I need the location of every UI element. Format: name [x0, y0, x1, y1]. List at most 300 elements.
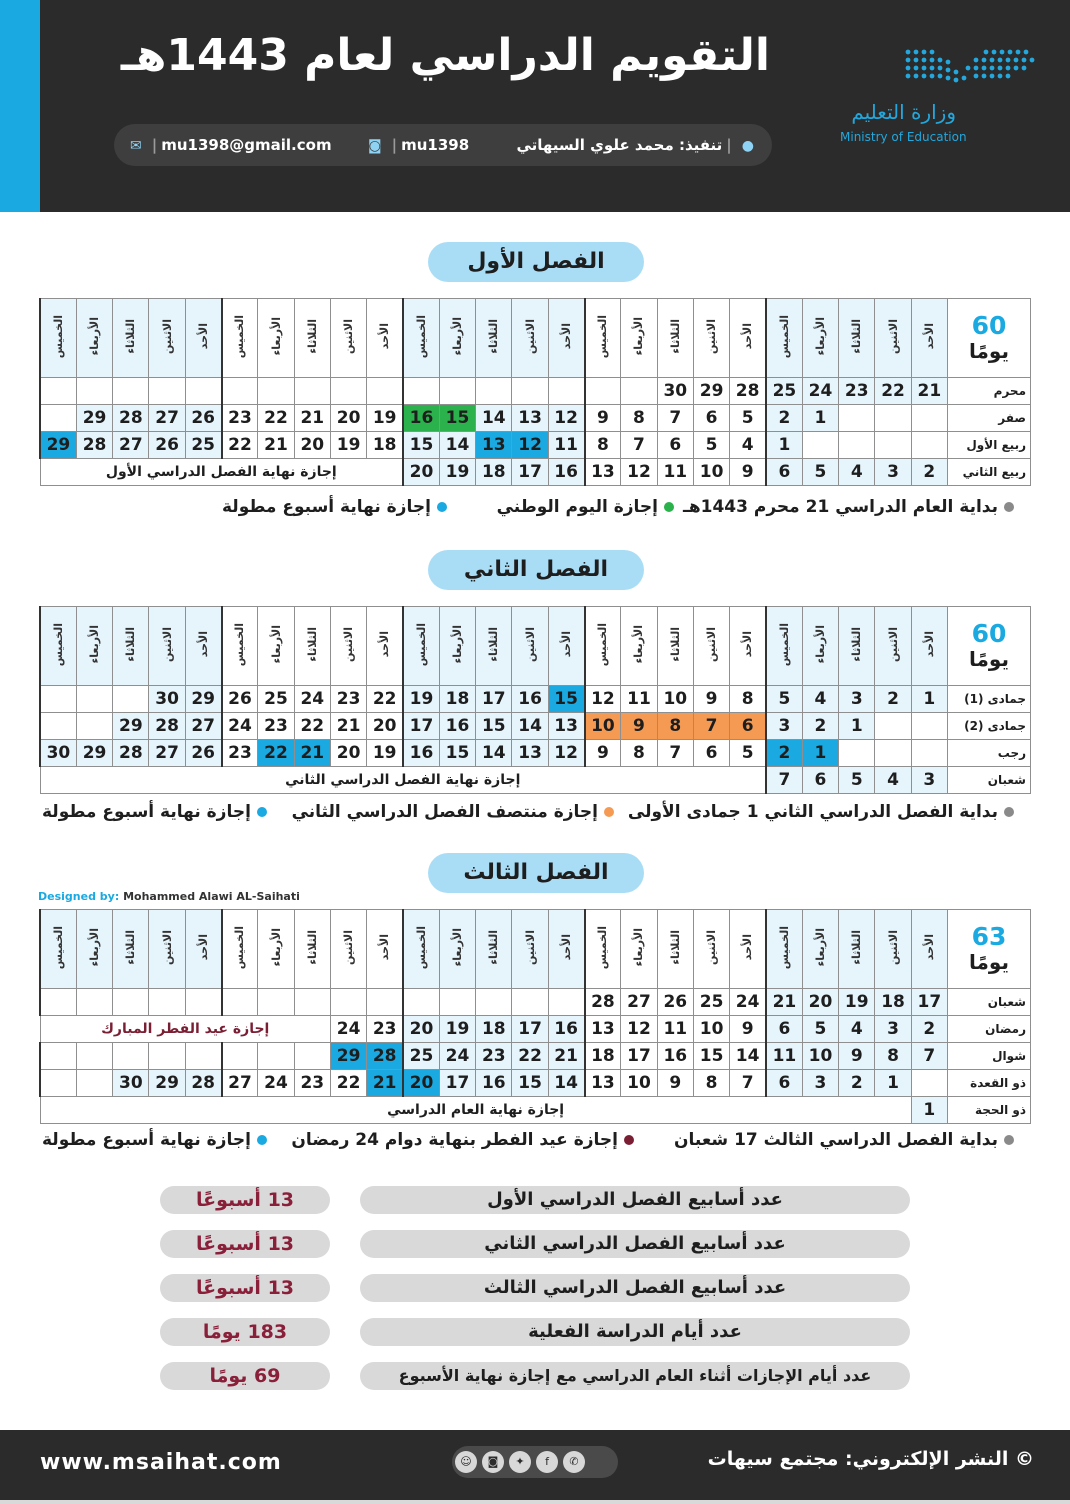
- date-cell: 18: [439, 686, 475, 713]
- date-cell: 21: [548, 1043, 584, 1070]
- day-header: الثلاثاء: [294, 607, 330, 686]
- date-cell: 14: [730, 1043, 766, 1070]
- month-row: [40, 767, 1031, 794]
- empty-cell: [76, 713, 112, 740]
- day-header: الاثنين: [330, 910, 366, 989]
- date-cell: 26: [185, 405, 221, 432]
- empty-cell: [76, 989, 112, 1016]
- date-cell: 4: [839, 459, 875, 486]
- day-header: الثلاثاء: [294, 299, 330, 378]
- empty-cell: [294, 989, 330, 1016]
- term2-title: الفصل الثاني: [428, 550, 644, 590]
- month-row: [40, 1070, 1031, 1097]
- empty-cell: [875, 713, 911, 740]
- summary-value: 13 أسبوعًا: [160, 1186, 330, 1214]
- date-cell: 17: [911, 989, 947, 1016]
- executor-text: تنفيذ: محمد علوي السيهاتي: [516, 136, 723, 154]
- day-header: الخميس: [222, 910, 258, 989]
- date-cell: 28: [76, 432, 112, 459]
- date-cell: 1: [802, 405, 838, 432]
- day-header: الخميس: [403, 607, 439, 686]
- date-cell: 15: [403, 432, 439, 459]
- summary-row: [160, 1362, 910, 1390]
- date-cell: 28: [585, 989, 621, 1016]
- date-cell: 27: [149, 740, 185, 767]
- day-header: الاثنين: [149, 910, 185, 989]
- date-cell: 5: [693, 432, 729, 459]
- summary-value: 69 يومًا: [160, 1362, 330, 1390]
- empty-cell: [476, 989, 512, 1016]
- date-cell: 20: [403, 1016, 439, 1043]
- date-cell: 30: [149, 686, 185, 713]
- day-header: الاثنين: [875, 607, 911, 686]
- date-cell: 14: [439, 432, 475, 459]
- date-cell: 3: [875, 1016, 911, 1043]
- date-cell: 21: [294, 405, 330, 432]
- date-cell: 18: [367, 432, 403, 459]
- date-cell: 25: [258, 686, 294, 713]
- empty-cell: [258, 1043, 294, 1070]
- date-cell: 19: [367, 405, 403, 432]
- date-cell: 5: [802, 1016, 838, 1043]
- summary-label: عدد أيام الإجازات أثناء العام الدراسي مع إجازة نهاية الأسبوع: [360, 1362, 910, 1390]
- legend-item: [292, 797, 614, 827]
- summary-value: 183 يومًا: [160, 1318, 330, 1346]
- date-cell: 15: [693, 1043, 729, 1070]
- date-cell: 29: [76, 405, 112, 432]
- empty-cell: [40, 405, 76, 432]
- date-cell: 21: [766, 989, 802, 1016]
- month-label: شعبان: [948, 767, 1031, 794]
- day-header: الأحد: [185, 607, 221, 686]
- day-header: الثلاثاء: [839, 607, 875, 686]
- month-label: ربيع الثاني: [948, 459, 1031, 486]
- day-header: الخميس: [222, 299, 258, 378]
- day-header: الاثنين: [512, 910, 548, 989]
- empty-cell: [802, 432, 838, 459]
- day-header: الخميس: [766, 910, 802, 989]
- date-cell: 9: [621, 713, 657, 740]
- empty-cell: [439, 378, 475, 405]
- date-cell: 24: [802, 378, 838, 405]
- legend-dot-icon: [437, 502, 447, 512]
- twitter-icon[interactable]: ✦: [509, 1451, 531, 1473]
- email-info[interactable]: ✉ | mu1398@gmail.com: [124, 124, 332, 166]
- day-header: الخميس: [40, 299, 76, 378]
- term2-table: [39, 606, 1031, 794]
- date-cell: 20: [403, 1070, 439, 1097]
- date-cell: 29: [113, 713, 149, 740]
- month-row: [40, 432, 1031, 459]
- date-cell: 1: [911, 1097, 947, 1124]
- date-cell: 2: [875, 686, 911, 713]
- day-header: الخميس: [585, 299, 621, 378]
- date-cell: 2: [839, 1070, 875, 1097]
- date-cell: 9: [730, 1016, 766, 1043]
- empty-cell: [76, 378, 112, 405]
- date-cell: 26: [222, 686, 258, 713]
- empty-cell: [911, 740, 947, 767]
- date-cell: 3: [802, 1070, 838, 1097]
- date-cell: 16: [548, 1016, 584, 1043]
- date-cell: 15: [476, 713, 512, 740]
- legend-text: بداية الفصل الدراسي الثاني 1 جمادى الأولى: [627, 802, 998, 822]
- day-header: الأحد: [911, 607, 947, 686]
- summary-row: [160, 1186, 910, 1214]
- date-cell: 21: [294, 740, 330, 767]
- empty-cell: [258, 989, 294, 1016]
- day-header: الأحد: [185, 299, 221, 378]
- day-header: الخميس: [403, 299, 439, 378]
- empty-cell: [76, 1070, 112, 1097]
- day-header: الأحد: [548, 910, 584, 989]
- date-cell: 11: [621, 686, 657, 713]
- date-cell: 17: [403, 713, 439, 740]
- empty-cell: [330, 378, 366, 405]
- legend-item: [42, 797, 267, 827]
- date-cell: 30: [40, 740, 76, 767]
- page-title: التقويم الدراسي لعام 1443هـ: [120, 30, 770, 81]
- term1-title: الفصل الأول: [428, 242, 644, 282]
- day-header: الأحد: [730, 607, 766, 686]
- date-cell: 19: [839, 989, 875, 1016]
- date-cell: 8: [875, 1043, 911, 1070]
- empty-cell: [149, 989, 185, 1016]
- date-cell: 6: [766, 459, 802, 486]
- legend-dot-icon: [1004, 807, 1014, 817]
- day-header: الاثنين: [149, 299, 185, 378]
- date-cell: 12: [585, 686, 621, 713]
- empty-cell: [911, 1070, 947, 1097]
- date-cell: 29: [76, 740, 112, 767]
- month-label: جمادى (1): [948, 686, 1031, 713]
- day-header: الاثنين: [875, 299, 911, 378]
- date-cell: 2: [802, 713, 838, 740]
- month-label: ذو الحجة: [948, 1097, 1031, 1124]
- date-cell: 6: [657, 432, 693, 459]
- day-header: الأربعاء: [439, 299, 475, 378]
- month-row: [40, 459, 1031, 486]
- date-cell: 22: [258, 740, 294, 767]
- empty-cell: [403, 378, 439, 405]
- legend-item: [222, 492, 447, 522]
- date-cell: 3: [839, 686, 875, 713]
- date-cell: 15: [439, 740, 475, 767]
- date-cell: 28: [149, 713, 185, 740]
- empty-cell: [258, 378, 294, 405]
- empty-cell: [476, 378, 512, 405]
- day-header: الأربعاء: [802, 910, 838, 989]
- day-header: الاثنين: [330, 607, 366, 686]
- logo-dots-icon: [906, 50, 1035, 83]
- date-cell: 24: [222, 713, 258, 740]
- date-cell: 24: [439, 1043, 475, 1070]
- day-header: الأحد: [367, 299, 403, 378]
- month-row: [40, 1016, 1031, 1043]
- empty-cell: [222, 1043, 258, 1070]
- date-cell: 13: [476, 432, 512, 459]
- date-cell: 15: [439, 405, 475, 432]
- date-cell: 7: [693, 713, 729, 740]
- date-cell: 22: [222, 432, 258, 459]
- date-cell: 25: [693, 989, 729, 1016]
- month-label: محرم: [948, 378, 1031, 405]
- date-cell: 18: [476, 1016, 512, 1043]
- legend-dot-icon: [257, 807, 267, 817]
- date-cell: 9: [585, 405, 621, 432]
- total-days-label: يومًا: [969, 647, 1009, 671]
- date-cell: 17: [439, 1070, 475, 1097]
- snapchat-icon[interactable]: ☺: [455, 1451, 477, 1473]
- month-row: [40, 378, 1031, 405]
- instagram-info[interactable]: ◙ | mu1398: [362, 124, 469, 166]
- date-cell: 18: [875, 989, 911, 1016]
- date-cell: 20: [330, 740, 366, 767]
- date-cell: 19: [439, 459, 475, 486]
- legend-item: [683, 492, 1014, 522]
- date-cell: 17: [476, 686, 512, 713]
- empty-cell: [113, 1043, 149, 1070]
- month-row: [40, 1043, 1031, 1070]
- legend-text: إجازة اليوم الوطني: [496, 497, 658, 517]
- term3-legend: [36, 1125, 1034, 1155]
- date-cell: 25: [766, 378, 802, 405]
- day-header: الثلاثاء: [657, 910, 693, 989]
- date-cell: 16: [548, 459, 584, 486]
- date-cell: 28: [367, 1043, 403, 1070]
- date-cell: 22: [294, 713, 330, 740]
- day-header: الثلاثاء: [657, 607, 693, 686]
- date-cell: 6: [766, 1070, 802, 1097]
- month-row: [40, 686, 1031, 713]
- day-header: الأحد: [548, 299, 584, 378]
- summary-value: 13 أسبوعًا: [160, 1230, 330, 1258]
- date-cell: 22: [512, 1043, 548, 1070]
- date-cell: 13: [585, 1016, 621, 1043]
- facebook-icon[interactable]: f: [536, 1451, 558, 1473]
- date-cell: 11: [766, 1043, 802, 1070]
- day-header: الثلاثاء: [839, 299, 875, 378]
- legend-text: إجازة منتصف الفصل الدراسي الثاني: [291, 802, 598, 822]
- date-cell: 8: [585, 432, 621, 459]
- date-cell: 24: [294, 686, 330, 713]
- date-cell: 20: [294, 432, 330, 459]
- empty-cell: [512, 989, 548, 1016]
- empty-cell: [621, 378, 657, 405]
- date-cell: 29: [40, 432, 76, 459]
- date-cell: 2: [766, 740, 802, 767]
- date-cell: 8: [693, 1070, 729, 1097]
- month-label: صفر: [948, 405, 1031, 432]
- date-cell: 23: [258, 713, 294, 740]
- month-label: ذو القعدة: [948, 1070, 1031, 1097]
- day-header: الخميس: [40, 910, 76, 989]
- date-cell: 13: [585, 459, 621, 486]
- day-header: الاثنين: [875, 910, 911, 989]
- day-header: الثلاثاء: [113, 910, 149, 989]
- date-cell: 13: [512, 740, 548, 767]
- day-header: الخميس: [585, 607, 621, 686]
- date-cell: 12: [548, 740, 584, 767]
- month-row: [40, 405, 1031, 432]
- empty-cell: [40, 989, 76, 1016]
- date-cell: 19: [367, 740, 403, 767]
- legend-text: إجازة نهاية أسبوع مطولة: [222, 497, 431, 517]
- date-cell: 11: [548, 432, 584, 459]
- date-cell: 22: [875, 378, 911, 405]
- holiday-note: إجازة نهاية العام الدراسي: [40, 1097, 911, 1124]
- date-cell: 15: [512, 1070, 548, 1097]
- date-cell: 27: [621, 989, 657, 1016]
- info-bar: [114, 124, 772, 166]
- day-header: الأربعاء: [76, 607, 112, 686]
- empty-cell: [40, 686, 76, 713]
- total-days-value: 60: [971, 619, 1007, 648]
- date-cell: 25: [403, 1043, 439, 1070]
- date-cell: 16: [439, 713, 475, 740]
- legend-text: بداية الفصل الدراسي الثالث 17 شعبان: [674, 1130, 998, 1150]
- legend-dot-icon: [1004, 1135, 1014, 1145]
- empty-cell: [40, 1070, 76, 1097]
- empty-cell: [512, 378, 548, 405]
- social-icons: [452, 1446, 618, 1478]
- legend-dot-icon: [1004, 502, 1014, 512]
- empty-cell: [875, 740, 911, 767]
- day-header: الاثنين: [512, 299, 548, 378]
- date-cell: 10: [802, 1043, 838, 1070]
- summary-row: [160, 1318, 910, 1346]
- email-text: mu1398@gmail.com: [161, 136, 332, 154]
- day-header: الأربعاء: [621, 607, 657, 686]
- month-row: [40, 989, 1031, 1016]
- whatsapp-icon[interactable]: ✆: [563, 1451, 585, 1473]
- footer-url[interactable]: www.msaihat.com: [40, 1450, 282, 1475]
- legend-dot-icon: [604, 807, 614, 817]
- date-cell: 29: [185, 686, 221, 713]
- date-cell: 10: [693, 459, 729, 486]
- date-cell: 17: [512, 1016, 548, 1043]
- date-cell: 22: [258, 405, 294, 432]
- date-cell: 5: [839, 767, 875, 794]
- date-cell: 8: [730, 686, 766, 713]
- date-cell: 23: [476, 1043, 512, 1070]
- date-cell: 13: [512, 405, 548, 432]
- date-cell: 3: [911, 767, 947, 794]
- date-cell: 10: [657, 686, 693, 713]
- date-cell: 7: [911, 1043, 947, 1070]
- credit-label: Designed by:: [38, 890, 120, 903]
- date-cell: 27: [113, 432, 149, 459]
- date-cell: 23: [222, 740, 258, 767]
- empty-cell: [113, 378, 149, 405]
- date-cell: 26: [185, 740, 221, 767]
- day-header: الأربعاء: [802, 607, 838, 686]
- date-cell: 16: [476, 1070, 512, 1097]
- month-row: [40, 740, 1031, 767]
- designer-credit: [38, 890, 300, 903]
- instagram-text: mu1398: [401, 136, 470, 154]
- empty-cell: [367, 989, 403, 1016]
- date-cell: 20: [802, 989, 838, 1016]
- date-cell: 7: [730, 1070, 766, 1097]
- day-header: الأحد: [730, 299, 766, 378]
- empty-cell: [911, 432, 947, 459]
- date-cell: 6: [802, 767, 838, 794]
- total-days-label: يومًا: [969, 950, 1009, 974]
- date-cell: 10: [693, 1016, 729, 1043]
- empty-cell: [839, 405, 875, 432]
- bottom-strip: [0, 1500, 1070, 1504]
- empty-cell: [330, 989, 366, 1016]
- date-cell: 6: [693, 405, 729, 432]
- date-cell: 14: [512, 713, 548, 740]
- month-label: شوال: [948, 1043, 1031, 1070]
- total-days-label: يومًا: [969, 339, 1009, 363]
- date-cell: 1: [839, 713, 875, 740]
- date-cell: 9: [657, 1070, 693, 1097]
- date-cell: 23: [294, 1070, 330, 1097]
- date-cell: 29: [149, 1070, 185, 1097]
- date-cell: 2: [911, 1016, 947, 1043]
- empty-cell: [222, 378, 258, 405]
- empty-cell: [76, 1043, 112, 1070]
- month-row: [40, 1097, 1031, 1124]
- date-cell: 10: [621, 1070, 657, 1097]
- date-cell: 10: [585, 713, 621, 740]
- legend-item: [42, 1125, 267, 1155]
- legend-dot-icon: [257, 1135, 267, 1145]
- date-cell: 24: [258, 1070, 294, 1097]
- date-cell: 7: [657, 405, 693, 432]
- date-cell: 18: [585, 1043, 621, 1070]
- day-header: الاثنين: [693, 910, 729, 989]
- date-cell: 6: [693, 740, 729, 767]
- holiday-note: إجازة نهاية الفصل الدراسي الثاني: [40, 767, 766, 794]
- date-cell: 12: [621, 459, 657, 486]
- month-row: [40, 713, 1031, 740]
- date-cell: 12: [548, 405, 584, 432]
- date-cell: 7: [657, 740, 693, 767]
- instagram-icon[interactable]: ◙: [482, 1451, 504, 1473]
- total-days-value: 63: [971, 922, 1007, 951]
- date-cell: 28: [730, 378, 766, 405]
- day-header: الثلاثاء: [113, 299, 149, 378]
- empty-cell: [839, 740, 875, 767]
- empty-cell: [185, 378, 221, 405]
- legend-dot-icon: [624, 1135, 634, 1145]
- day-header: الاثنين: [693, 607, 729, 686]
- empty-cell: [76, 686, 112, 713]
- date-cell: 2: [911, 459, 947, 486]
- date-cell: 16: [403, 740, 439, 767]
- ministry-name-en: Ministry of Education: [840, 130, 967, 144]
- instagram-icon: ◙: [368, 138, 382, 154]
- date-cell: 21: [367, 1070, 403, 1097]
- day-header: الأربعاء: [621, 910, 657, 989]
- term1-table: [39, 298, 1031, 486]
- day-header: الثلاثاء: [294, 910, 330, 989]
- date-cell: 23: [330, 686, 366, 713]
- date-cell: 5: [730, 740, 766, 767]
- date-cell: 13: [585, 1070, 621, 1097]
- month-label: رمضان: [948, 1016, 1031, 1043]
- date-cell: 26: [657, 989, 693, 1016]
- date-cell: 7: [766, 767, 802, 794]
- date-cell: 21: [258, 432, 294, 459]
- empty-cell: [113, 989, 149, 1016]
- date-cell: 29: [330, 1043, 366, 1070]
- day-header: الثلاثاء: [113, 607, 149, 686]
